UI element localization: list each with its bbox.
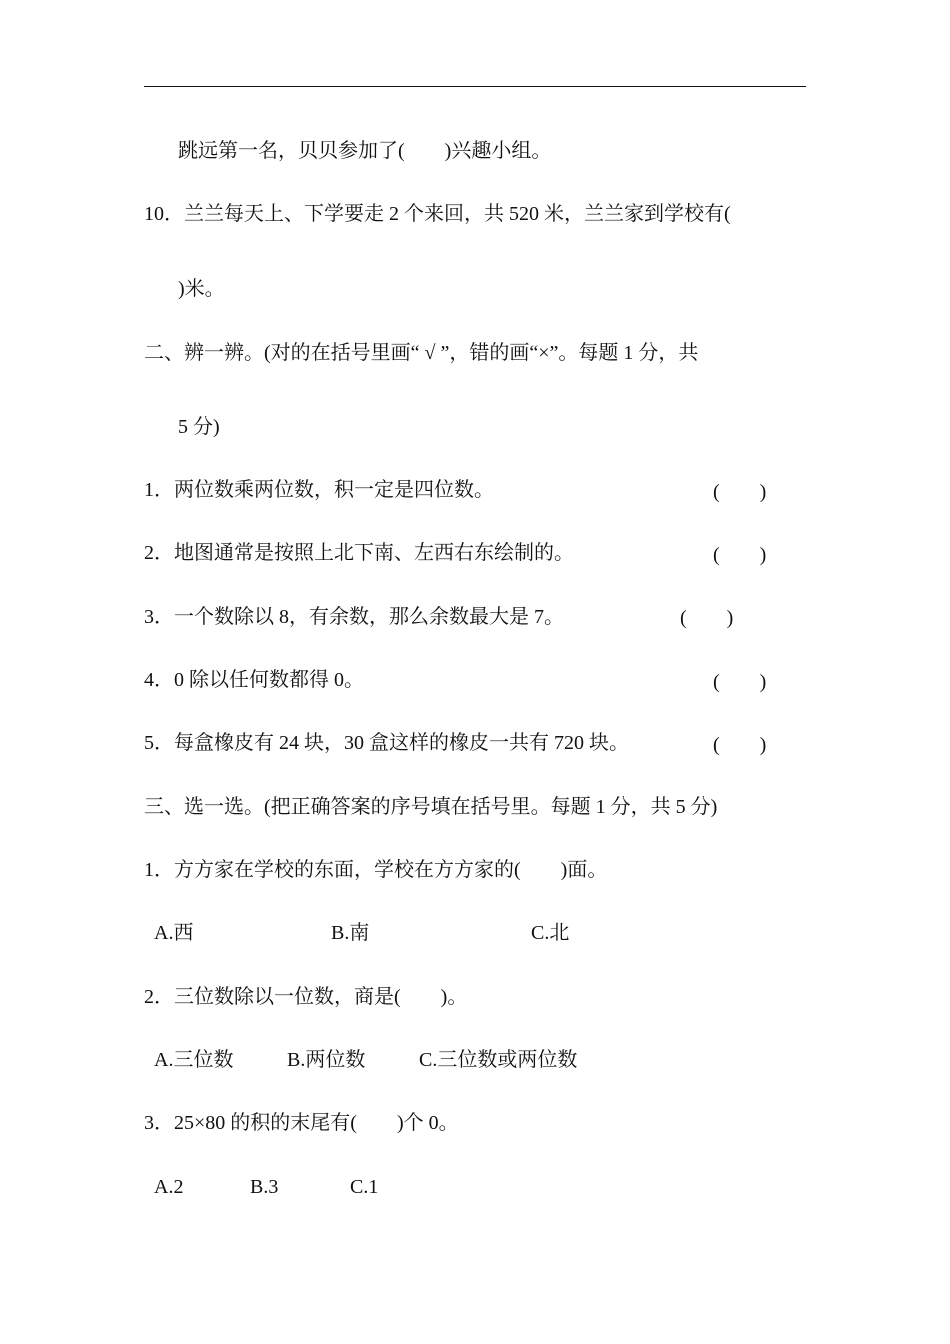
choice-question-2: 2．三位数除以一位数，商是( )。 <box>144 986 468 1008</box>
choice-2-option-c: C.三位数或两位数 <box>419 1049 578 1071</box>
q10-text: 10．兰兰每天上、下学要走 2 个来回，共 520 米，兰兰家到学校有( <box>144 203 731 225</box>
section-2-heading: 二、辨一辨。(对的在括号里画“ √ ”，错的画“×”。每题 1 分，共 <box>144 342 699 364</box>
judge-item-2: 2．地图通常是按照上北下南、左西右东绘制的。 <box>144 542 574 564</box>
choice-3-option-a: A.2 <box>154 1176 184 1198</box>
judge-item-1-blank: ( ) <box>713 481 767 503</box>
choice-3-option-c: C.1 <box>350 1176 379 1198</box>
judge-item-3-blank: ( ) <box>680 607 734 629</box>
header-rule <box>144 86 806 87</box>
choice-2-option-a: A.三位数 <box>154 1049 234 1071</box>
judge-item-4-blank: ( ) <box>713 671 767 693</box>
section-3-heading: 三、选一选。(把正确答案的序号填在括号里。每题 1 分，共 5 分) <box>144 796 718 818</box>
judge-item-4: 4．0 除以任何数都得 0。 <box>144 669 364 691</box>
judge-item-1: 1．两位数乘两位数，积一定是四位数。 <box>144 479 494 501</box>
judge-item-2-blank: ( ) <box>713 544 767 566</box>
section-2-heading-continuation: 5 分) <box>178 416 220 438</box>
choice-question-3: 3．25×80 的积的末尾有( )个 0。 <box>144 1112 459 1134</box>
choice-1-option-a: A.西 <box>154 922 194 944</box>
q10-continuation: )米。 <box>178 278 225 300</box>
q9-continuation: 跳远第一名，贝贝参加了( )兴趣小组。 <box>178 140 552 162</box>
choice-1-option-c: C.北 <box>531 922 570 944</box>
choice-2-option-b: B.两位数 <box>287 1049 366 1071</box>
choice-3-option-b: B.3 <box>250 1176 279 1198</box>
judge-item-3: 3．一个数除以 8，有余数，那么余数最大是 7。 <box>144 606 564 628</box>
choice-question-1: 1．方方家在学校的东面，学校在方方家的( )面。 <box>144 859 608 881</box>
choice-1-option-b: B.南 <box>331 922 370 944</box>
judge-item-5: 5．每盒橡皮有 24 块，30 盒这样的橡皮一共有 720 块。 <box>144 732 629 754</box>
judge-item-5-blank: ( ) <box>713 734 767 756</box>
